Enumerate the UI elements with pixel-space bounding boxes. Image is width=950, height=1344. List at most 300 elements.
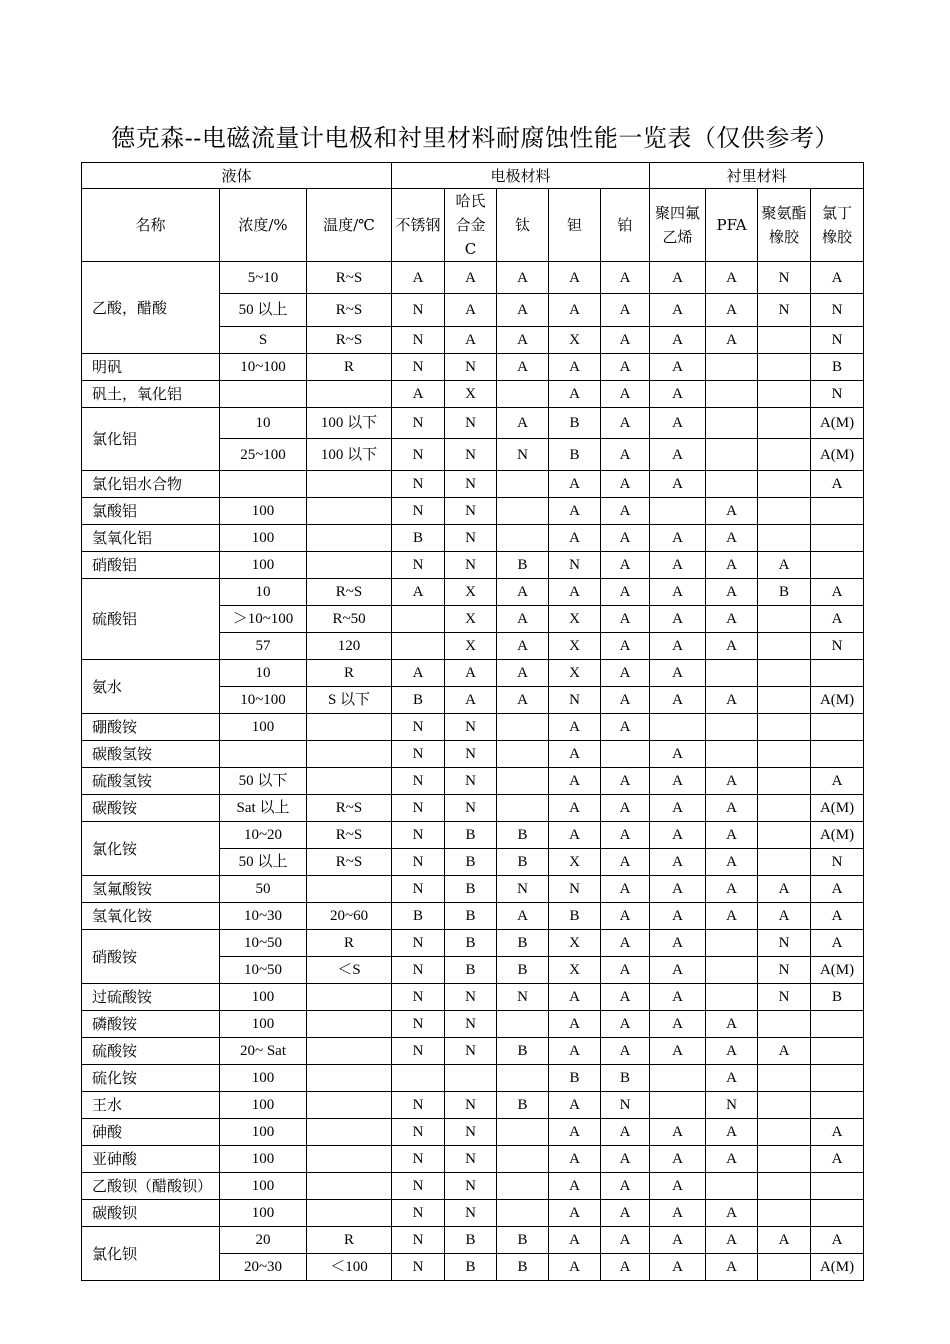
rating-cell: X: [549, 930, 601, 957]
rating-cell: A: [601, 262, 650, 294]
rating-cell: X: [445, 606, 497, 633]
rating-cell: A: [445, 327, 497, 354]
rating-cell: N: [392, 1038, 445, 1065]
rating-cell: A: [811, 471, 864, 498]
rating-cell: A: [650, 439, 706, 471]
concentration-cell: 10~100: [220, 687, 307, 714]
concentration-cell: 10: [220, 408, 307, 439]
temperature-cell: S 以下: [307, 687, 392, 714]
table-row: [82, 876, 864, 903]
rating-cell: [497, 741, 549, 768]
rating-cell: [811, 498, 864, 525]
temperature-cell: [307, 984, 392, 1011]
temperature-cell: ＜S: [307, 957, 392, 984]
rating-cell: [758, 687, 811, 714]
rating-cell: A: [706, 768, 758, 795]
table-row: [82, 768, 864, 795]
rating-cell: [811, 741, 864, 768]
rating-cell: [650, 498, 706, 525]
rating-cell: A: [392, 262, 445, 294]
substance-name: 硫酸氢铵: [82, 768, 220, 795]
rating-cell: A: [549, 471, 601, 498]
substance-name: 硼酸铵: [82, 714, 220, 741]
temperature-cell: 120: [307, 633, 392, 660]
substance-name: 氯化铝: [82, 408, 220, 471]
rating-cell: A: [650, 984, 706, 1011]
substance-name: 硝酸铵: [82, 930, 220, 984]
rating-cell: A: [549, 1011, 601, 1038]
rating-cell: N: [445, 439, 497, 471]
temperature-cell: R~S: [307, 579, 392, 606]
rating-cell: X: [549, 633, 601, 660]
rating-cell: A: [650, 1173, 706, 1200]
rating-cell: [758, 354, 811, 381]
concentration-cell: 20~30: [220, 1254, 307, 1281]
rating-cell: A: [549, 381, 601, 408]
rating-cell: [706, 381, 758, 408]
concentration-cell: 100: [220, 1173, 307, 1200]
concentration-cell: 25~100: [220, 439, 307, 471]
rating-cell: [758, 1254, 811, 1281]
concentration-cell: 50 以上: [220, 294, 307, 327]
rating-cell: N: [549, 876, 601, 903]
rating-cell: N: [392, 327, 445, 354]
rating-cell: B: [497, 1227, 549, 1254]
rating-cell: A: [650, 262, 706, 294]
temperature-cell: R~S: [307, 262, 392, 294]
rating-cell: A: [650, 957, 706, 984]
rating-cell: A: [650, 294, 706, 327]
rating-cell: A: [497, 262, 549, 294]
rating-cell: A: [601, 957, 650, 984]
rating-cell: [497, 768, 549, 795]
rating-cell: N: [706, 1092, 758, 1119]
rating-cell: B: [758, 579, 811, 606]
rating-cell: [497, 1065, 549, 1092]
col-hastelloy-c-label: 哈氏合金 C: [455, 192, 486, 258]
rating-cell: B: [497, 1092, 549, 1119]
rating-cell: A: [549, 1092, 601, 1119]
rating-cell: N: [392, 768, 445, 795]
rating-cell: N: [392, 439, 445, 471]
rating-cell: A: [601, 1038, 650, 1065]
temperature-cell: [307, 1065, 392, 1092]
rating-cell: [497, 1011, 549, 1038]
temperature-cell: R~S: [307, 849, 392, 876]
rating-cell: N: [445, 1146, 497, 1173]
rating-cell: A: [601, 471, 650, 498]
rating-cell: A: [392, 660, 445, 687]
table-row: [82, 471, 864, 498]
rating-cell: A(M): [811, 795, 864, 822]
rating-cell: N: [392, 1254, 445, 1281]
rating-cell: N: [445, 795, 497, 822]
rating-cell: A: [706, 1200, 758, 1227]
rating-cell: A: [650, 1011, 706, 1038]
rating-cell: A: [601, 1146, 650, 1173]
rating-cell: [706, 439, 758, 471]
rating-cell: A: [497, 327, 549, 354]
rating-cell: N: [601, 1092, 650, 1119]
concentration-cell: 10~20: [220, 822, 307, 849]
rating-cell: A: [601, 552, 650, 579]
rating-cell: A: [445, 687, 497, 714]
rating-cell: A: [811, 579, 864, 606]
rating-cell: [650, 714, 706, 741]
temperature-cell: [307, 876, 392, 903]
rating-cell: A: [706, 1227, 758, 1254]
rating-cell: [497, 525, 549, 552]
rating-cell: A: [650, 471, 706, 498]
rating-cell: A: [650, 849, 706, 876]
rating-cell: N: [392, 1200, 445, 1227]
col-name: 名称: [82, 189, 220, 262]
substance-name: 碳酸氢铵: [82, 741, 220, 768]
rating-cell: N: [392, 471, 445, 498]
rating-cell: A: [650, 408, 706, 439]
table-body: [82, 262, 864, 1281]
rating-cell: B: [392, 687, 445, 714]
rating-cell: [758, 408, 811, 439]
col-stainless-steel: 不锈钢: [392, 189, 445, 262]
table-row: [82, 381, 864, 408]
rating-cell: N: [392, 1146, 445, 1173]
table-row: [82, 498, 864, 525]
rating-cell: B: [445, 849, 497, 876]
rating-cell: A: [811, 903, 864, 930]
temperature-cell: [307, 1173, 392, 1200]
rating-cell: A: [549, 768, 601, 795]
rating-cell: A: [650, 1038, 706, 1065]
temperature-cell: R~S: [307, 795, 392, 822]
rating-cell: X: [549, 327, 601, 354]
table-row: [82, 660, 864, 687]
rating-cell: A: [601, 1011, 650, 1038]
table-row: [82, 822, 864, 849]
rating-cell: N: [445, 471, 497, 498]
rating-cell: A: [706, 903, 758, 930]
temperature-cell: [307, 741, 392, 768]
rating-cell: A: [650, 768, 706, 795]
temperature-cell: [307, 768, 392, 795]
rating-cell: X: [549, 957, 601, 984]
concentration-cell: ＞10~100: [220, 606, 307, 633]
rating-cell: B: [445, 876, 497, 903]
rating-cell: A: [601, 1254, 650, 1281]
rating-cell: [758, 660, 811, 687]
rating-cell: [706, 1173, 758, 1200]
rating-cell: [497, 714, 549, 741]
rating-cell: B: [497, 1038, 549, 1065]
rating-cell: N: [392, 876, 445, 903]
rating-cell: [758, 1065, 811, 1092]
rating-cell: X: [445, 633, 497, 660]
temperature-cell: [307, 1092, 392, 1119]
table-row: [82, 579, 864, 606]
col-temperature: 温度/℃: [307, 189, 392, 262]
rating-cell: A: [650, 687, 706, 714]
rating-cell: A: [706, 262, 758, 294]
col-hastelloy-c: [445, 189, 497, 262]
temperature-cell: [307, 1038, 392, 1065]
rating-cell: A: [650, 606, 706, 633]
substance-name: 碳酸钡: [82, 1200, 220, 1227]
rating-cell: A: [706, 822, 758, 849]
rating-cell: [758, 381, 811, 408]
rating-cell: [758, 795, 811, 822]
rating-cell: A: [706, 1119, 758, 1146]
temperature-cell: [307, 1119, 392, 1146]
rating-cell: A(M): [811, 1254, 864, 1281]
rating-cell: A: [650, 741, 706, 768]
concentration-cell: [220, 741, 307, 768]
rating-cell: [758, 498, 811, 525]
concentration-cell: 100: [220, 1119, 307, 1146]
rating-cell: A: [549, 984, 601, 1011]
substance-name: 氢氟酸铵: [82, 876, 220, 903]
rating-cell: A: [706, 579, 758, 606]
rating-cell: A(M): [811, 687, 864, 714]
rating-cell: X: [445, 579, 497, 606]
rating-cell: N: [445, 408, 497, 439]
substance-name: 硫酸铵: [82, 1038, 220, 1065]
rating-cell: [811, 1173, 864, 1200]
rating-cell: A: [549, 294, 601, 327]
rating-cell: A: [650, 579, 706, 606]
rating-cell: [758, 1011, 811, 1038]
rating-cell: B: [497, 552, 549, 579]
rating-cell: A: [706, 1011, 758, 1038]
rating-cell: A: [706, 294, 758, 327]
rating-cell: [601, 741, 650, 768]
rating-cell: A: [549, 741, 601, 768]
rating-cell: N: [392, 984, 445, 1011]
rating-cell: N: [392, 714, 445, 741]
rating-cell: B: [445, 1254, 497, 1281]
temperature-cell: [307, 471, 392, 498]
rating-cell: A(M): [811, 408, 864, 439]
rating-cell: [706, 984, 758, 1011]
rating-cell: A: [497, 354, 549, 381]
rating-cell: B: [811, 354, 864, 381]
concentration-cell: 10~50: [220, 957, 307, 984]
rating-cell: N: [392, 930, 445, 957]
concentration-cell: 100: [220, 1092, 307, 1119]
rating-cell: [811, 525, 864, 552]
rating-cell: A: [392, 381, 445, 408]
rating-cell: A: [601, 1227, 650, 1254]
rating-cell: N: [758, 294, 811, 327]
temperature-cell: [307, 714, 392, 741]
temperature-cell: R: [307, 930, 392, 957]
temperature-cell: R~50: [307, 606, 392, 633]
rating-cell: N: [392, 795, 445, 822]
substance-name: 王水: [82, 1092, 220, 1119]
rating-cell: A: [601, 294, 650, 327]
col-polyurethane-label: 聚氨酯橡胶: [761, 204, 807, 246]
rating-cell: N: [392, 849, 445, 876]
rating-cell: A: [811, 1227, 864, 1254]
rating-cell: N: [811, 381, 864, 408]
concentration-cell: 57: [220, 633, 307, 660]
rating-cell: B: [445, 930, 497, 957]
concentration-cell: [220, 381, 307, 408]
rating-cell: A: [549, 525, 601, 552]
rating-cell: A: [549, 1119, 601, 1146]
rating-cell: A: [758, 552, 811, 579]
rating-cell: B: [445, 957, 497, 984]
rating-cell: A: [601, 849, 650, 876]
substance-name: 硫化铵: [82, 1065, 220, 1092]
temperature-cell: R~S: [307, 327, 392, 354]
rating-cell: [758, 327, 811, 354]
rating-cell: N: [811, 849, 864, 876]
rating-cell: N: [445, 354, 497, 381]
rating-cell: A: [549, 1038, 601, 1065]
rating-cell: X: [445, 381, 497, 408]
col-neoprene-label: 氯丁橡胶: [822, 204, 853, 246]
substance-name: 硝酸铝: [82, 552, 220, 579]
rating-cell: A: [601, 822, 650, 849]
table-row: [82, 525, 864, 552]
rating-cell: [758, 633, 811, 660]
rating-cell: N: [549, 552, 601, 579]
col-ptfe: [650, 189, 706, 262]
concentration-cell: 100: [220, 498, 307, 525]
rating-cell: [706, 714, 758, 741]
rating-cell: B: [445, 1227, 497, 1254]
rating-cell: [758, 1119, 811, 1146]
rating-cell: N: [392, 294, 445, 327]
table-row: [82, 1038, 864, 1065]
rating-cell: A: [601, 795, 650, 822]
rating-cell: N: [445, 714, 497, 741]
rating-cell: A: [650, 354, 706, 381]
temperature-cell: 100 以下: [307, 439, 392, 471]
rating-cell: [811, 552, 864, 579]
rating-cell: N: [445, 1011, 497, 1038]
rating-cell: N: [392, 957, 445, 984]
concentration-cell: 10: [220, 660, 307, 687]
substance-name: 过硫酸铵: [82, 984, 220, 1011]
concentration-cell: 10~100: [220, 354, 307, 381]
rating-cell: A: [601, 1173, 650, 1200]
rating-cell: N: [392, 822, 445, 849]
table-row: [82, 262, 864, 294]
substance-name: 亚砷酸: [82, 1146, 220, 1173]
rating-cell: [497, 498, 549, 525]
rating-cell: N: [445, 552, 497, 579]
table-row: [82, 1065, 864, 1092]
rating-cell: [811, 714, 864, 741]
rating-cell: [445, 1065, 497, 1092]
rating-cell: N: [445, 1092, 497, 1119]
temperature-cell: ＜100: [307, 1254, 392, 1281]
rating-cell: N: [497, 876, 549, 903]
rating-cell: [497, 795, 549, 822]
temperature-cell: R~S: [307, 294, 392, 327]
rating-cell: [497, 1200, 549, 1227]
table-row: [82, 795, 864, 822]
rating-cell: A: [758, 876, 811, 903]
rating-cell: A: [601, 984, 650, 1011]
rating-cell: B: [497, 957, 549, 984]
rating-cell: [758, 822, 811, 849]
table-row: [82, 903, 864, 930]
rating-cell: A: [549, 262, 601, 294]
rating-cell: B: [392, 525, 445, 552]
rating-cell: B: [549, 439, 601, 471]
rating-cell: A: [445, 262, 497, 294]
rating-cell: B: [445, 903, 497, 930]
rating-cell: [758, 606, 811, 633]
rating-cell: B: [497, 930, 549, 957]
concentration-cell: 100: [220, 1200, 307, 1227]
rating-cell: A: [549, 1146, 601, 1173]
rating-cell: [497, 381, 549, 408]
table-row: [82, 1146, 864, 1173]
rating-cell: A: [706, 633, 758, 660]
rating-cell: A: [601, 660, 650, 687]
rating-cell: [811, 1011, 864, 1038]
temperature-cell: 20~60: [307, 903, 392, 930]
col-concentration: 浓度/%: [220, 189, 307, 262]
rating-cell: A: [549, 1173, 601, 1200]
substance-name: 氢氧化铝: [82, 525, 220, 552]
rating-cell: A: [706, 327, 758, 354]
rating-cell: A: [650, 1254, 706, 1281]
rating-cell: A: [601, 354, 650, 381]
rating-cell: A: [706, 552, 758, 579]
table-row: [82, 1200, 864, 1227]
rating-cell: A: [650, 1146, 706, 1173]
concentration-cell: Sat 以上: [220, 795, 307, 822]
rating-cell: A: [497, 408, 549, 439]
rating-cell: A: [811, 262, 864, 294]
temperature-cell: [307, 1200, 392, 1227]
rating-cell: N: [392, 1227, 445, 1254]
col-polyurethane-rubber: [758, 189, 811, 262]
rating-cell: X: [549, 606, 601, 633]
rating-cell: [497, 1173, 549, 1200]
rating-cell: A: [650, 381, 706, 408]
rating-cell: A: [497, 660, 549, 687]
substance-name: 硫酸铝: [82, 579, 220, 660]
substance-name: 氨水: [82, 660, 220, 714]
rating-cell: N: [758, 984, 811, 1011]
temperature-cell: [307, 1011, 392, 1038]
rating-cell: A: [549, 579, 601, 606]
rating-cell: A: [650, 822, 706, 849]
table-row: [82, 984, 864, 1011]
rating-cell: A: [650, 633, 706, 660]
rating-cell: N: [445, 984, 497, 1011]
rating-cell: [706, 957, 758, 984]
substance-name: 磷酸铵: [82, 1011, 220, 1038]
rating-cell: N: [445, 741, 497, 768]
col-titanium: 钛: [497, 189, 549, 262]
rating-cell: A: [706, 849, 758, 876]
rating-cell: B: [549, 903, 601, 930]
rating-cell: A: [549, 1227, 601, 1254]
rating-cell: A: [549, 354, 601, 381]
rating-cell: N: [392, 408, 445, 439]
temperature-cell: R: [307, 1227, 392, 1254]
rating-cell: A: [706, 1065, 758, 1092]
rating-cell: [758, 714, 811, 741]
rating-cell: A: [706, 795, 758, 822]
rating-cell: N: [497, 439, 549, 471]
